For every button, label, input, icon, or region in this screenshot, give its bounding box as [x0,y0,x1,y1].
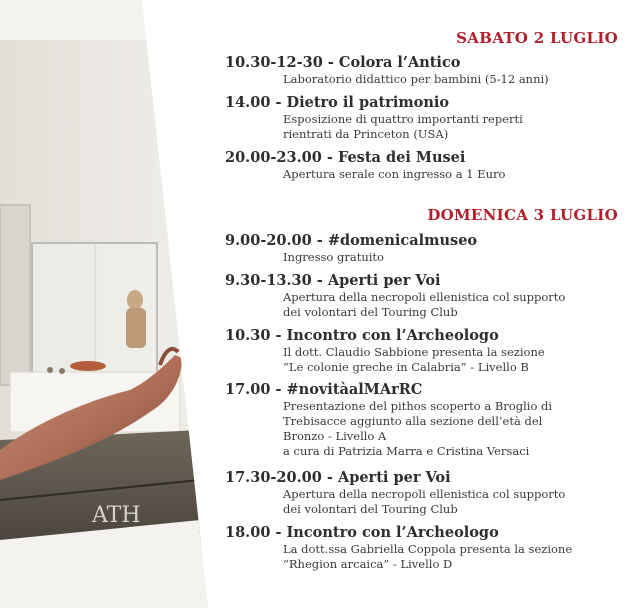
event-title: 10.30 - Incontro con l’Archeologo [225,327,499,344]
event-desc: Apertura della necropoli ellenistica col supporto [283,290,566,304]
event-item [225,381,625,459]
event-desc: a cura di Patrizia Marra e Cristina Versaci [283,444,530,458]
day-heading-saturday: SABATO 2 LUGLIO [456,29,618,47]
event-desc: rientrati da Princeton (USA) [283,127,449,141]
event-item [225,232,625,265]
event-title: 9.30-13.30 - Aperti per Voi [225,272,441,289]
event-desc: Apertura della necropoli ellenistica col supporto [283,487,566,501]
event-desc: “Rhegion arcaica” - Livello D [283,557,453,571]
event-desc: Laboratorio didattico per bambini (5-12 anni) [283,72,549,86]
event-desc: Ingresso gratuito [283,250,384,264]
event-title: 18.00 - Incontro con l’Archeologo [225,524,499,541]
event-title: 17.30-20.00 - Aperti per Voi [225,469,451,486]
event-desc: dei volontari del Touring Club [283,305,458,319]
event-title: 14.00 - Dietro il patrimonio [225,94,450,111]
event-desc: Presentazione del pithos scoperto a Broglio di [283,399,553,413]
event-title: 10.30-12-30 - Colora l’Antico [225,54,461,71]
event-desc: Bronzo - Livello A [283,429,387,443]
event-desc: dei volontari del Touring Club [283,502,458,516]
event-title: 9.00-20.00 - #domenicalmuseo [225,232,478,249]
event-item [225,272,625,320]
event-item [225,54,625,87]
engraving-text: ATH [92,503,141,528]
event-item [225,327,625,375]
event-desc: Il dott. Claudio Sabbione presenta la sezione [283,345,545,359]
event-item [225,469,625,517]
event-desc: Apertura serale con ingresso a 1 Euro [283,167,506,181]
event-title: 17.00 - #novitàalMArRC [225,381,423,398]
event-desc: La dott.ssa Gabriella Coppola presenta la sezione [283,542,573,556]
event-title: 20.00-23.00 - Festa dei Musei [225,149,466,166]
event-item [225,149,625,182]
event-item [225,524,625,572]
event-item [225,94,625,142]
day-heading-sunday: DOMENICA 3 LUGLIO [427,206,618,224]
event-desc: Trebisacce aggiunto alla sezione dell’età del [283,414,543,428]
event-desc: Esposizione di quattro importanti reperti [283,112,523,126]
event-desc: “Le colonie greche in Calabria” - Livello B [283,360,529,374]
